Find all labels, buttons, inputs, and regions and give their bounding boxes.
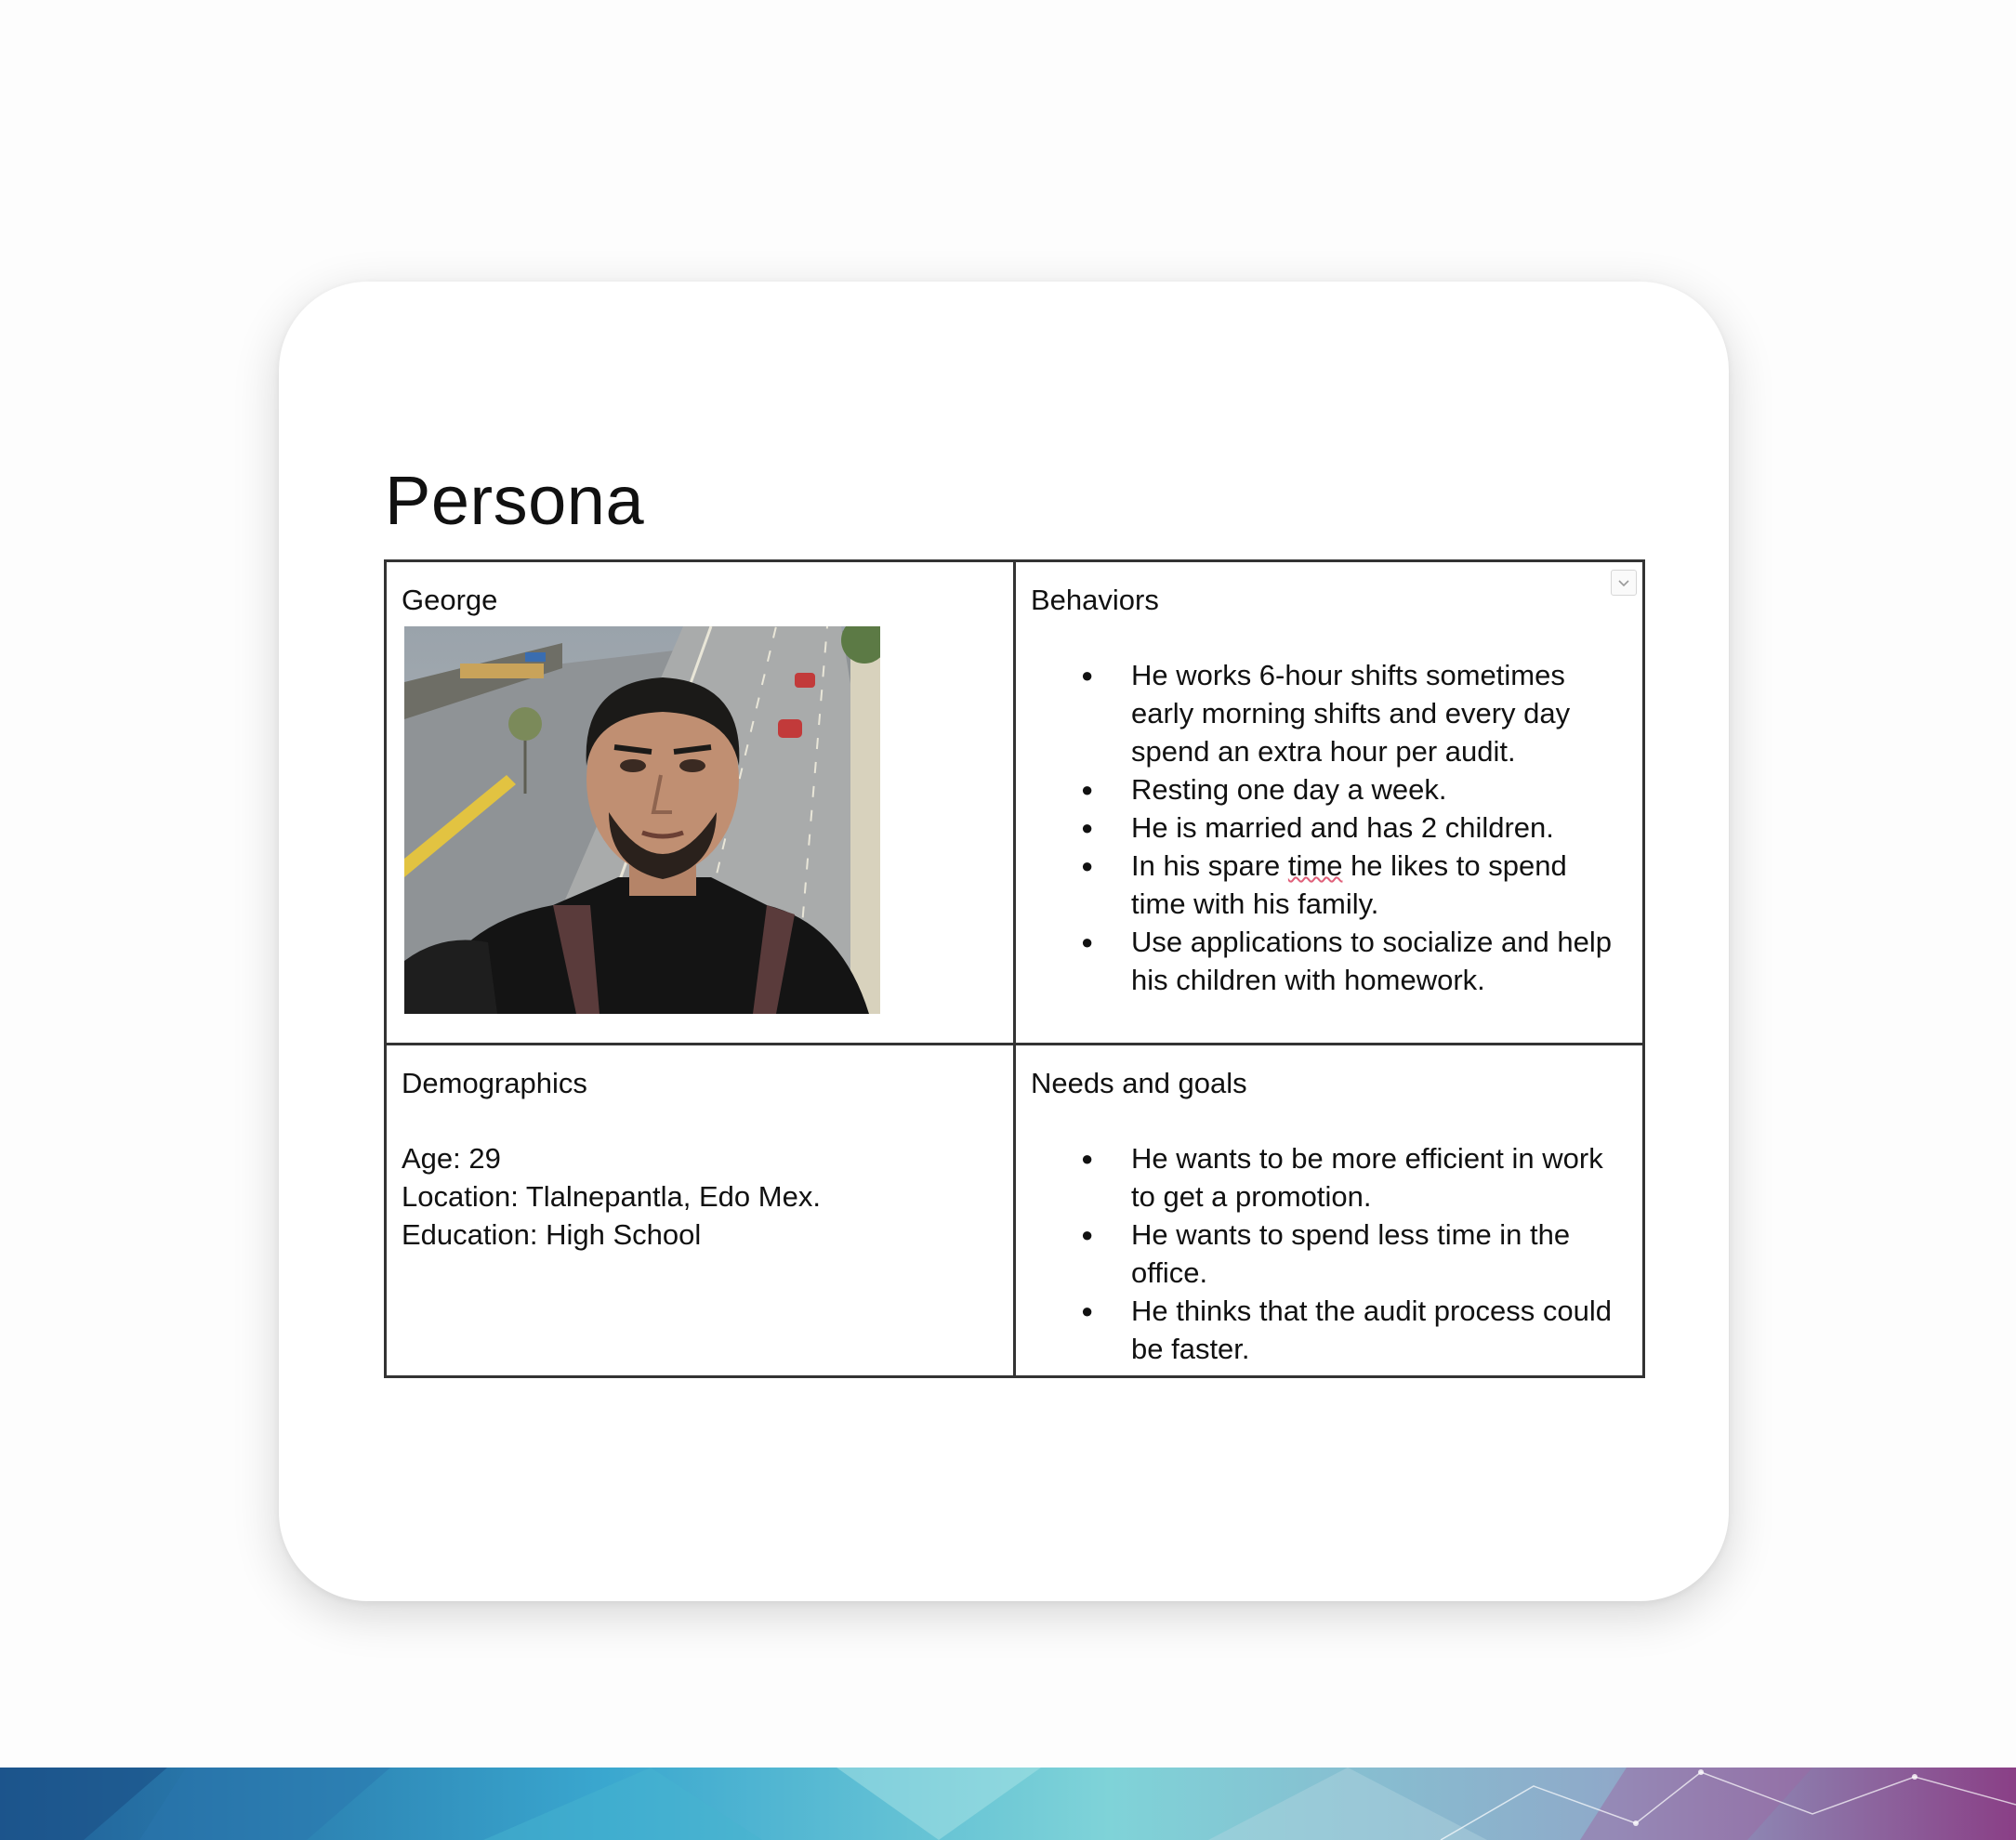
- list-item-text: he likes to spend time with his family.: [1131, 849, 1567, 920]
- demographics-cell: [387, 1045, 1016, 1375]
- list-item: ● He works 6-hour shifts sometimes early morning shifts and every day spend an extra hour per audit.: [1031, 656, 1642, 770]
- behaviors-cell: [1016, 562, 1642, 1045]
- behaviors-list: [1031, 656, 1642, 999]
- needs-cell: [1016, 1045, 1642, 1375]
- persona-table: [384, 559, 1645, 1378]
- demographics-location: Location: Tlalnepantla, Edo Mex.: [402, 1180, 821, 1213]
- behaviors-heading: Behaviors: [1031, 584, 1159, 616]
- list-item: ● He wants to spend less time in the office.: [1031, 1216, 1642, 1292]
- demographics-education: Education: High School: [402, 1218, 702, 1251]
- list-item: ● He is married and has 2 children.: [1031, 808, 1642, 847]
- page-title: Persona: [385, 462, 645, 539]
- list-item-text: In his spare: [1131, 849, 1288, 882]
- list-item: ● He thinks that the audit process could be faster.: [1031, 1292, 1642, 1368]
- persona-photo: [404, 626, 880, 1014]
- list-item: ● He wants to be more efficient in work to get a promotion.: [1031, 1139, 1642, 1216]
- chevron-down-icon: [1617, 578, 1630, 587]
- demographics-details: [402, 1139, 1013, 1254]
- decorative-footer-band: [0, 1768, 2016, 1840]
- list-item: ● Use applications to socialize and help his children with homework.: [1031, 923, 1642, 999]
- persona-cell: [387, 562, 1016, 1045]
- needs-list: [1031, 1139, 1642, 1368]
- demographics-age: Age: 29: [402, 1142, 501, 1175]
- persona-name: George: [402, 584, 498, 616]
- list-item: ● Resting one day a week.: [1031, 770, 1642, 808]
- spellcheck-flagged-word[interactable]: time: [1287, 849, 1343, 882]
- needs-heading: Needs and goals: [1031, 1067, 1247, 1099]
- cell-options-button[interactable]: [1611, 570, 1637, 596]
- demographics-heading: Demographics: [402, 1067, 587, 1099]
- list-item: [1031, 847, 1642, 923]
